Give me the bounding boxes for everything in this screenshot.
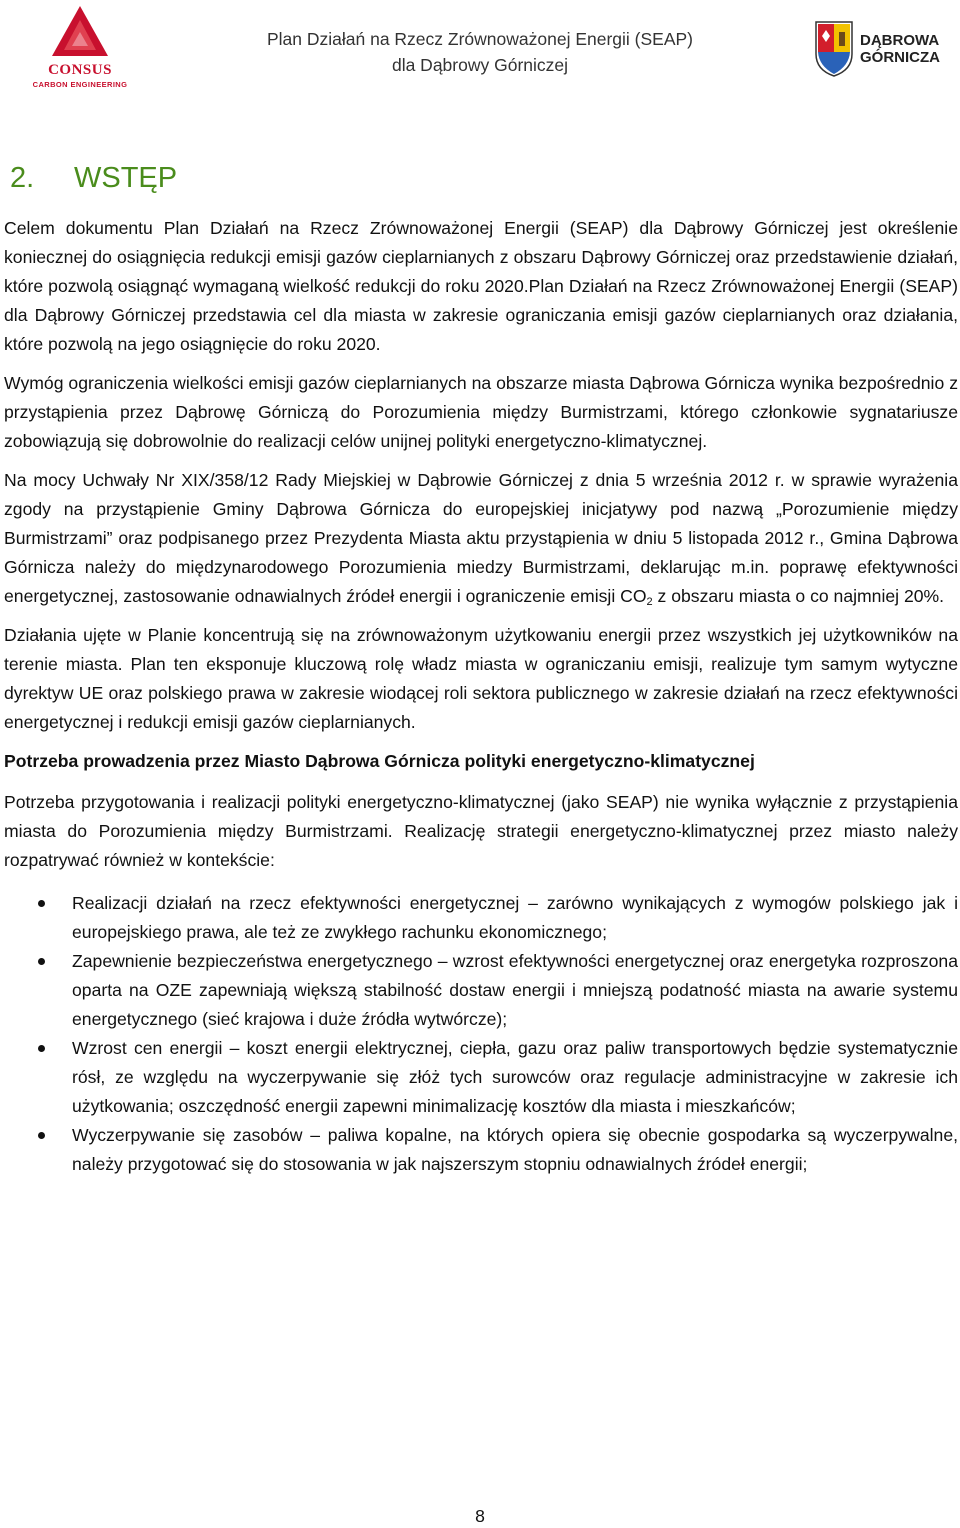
paragraph-purpose: Celem dokumentu Plan Działań na Rzecz Zrównoważonej Energii (SEAP) dla Dąbrowy Górniczej jest określenie koniecznej do osiągnięcia redukcji emisji gazów cieplarnianych z obszaru Dąbrowy Górniczej oraz przedstawienie działań, które pozwolą osiągnąć wymaganą wielkość redukcji do roku 2020.Plan Działań na Rzecz Zrównoważonej Energii (SEAP) dla Dąbrowy Górniczej przedstawia cel dla miasta w zakresie ograniczania emisji gazów cieplarnianych oraz działania, które pozwolą na jego osiągnięcie do roku 2020. [4,218,958,354]
consus-logo [28,6,132,92]
co2-subscript: 2 [646,596,653,608]
list-item [4,889,958,947]
consus-logo-subtitle: CARBON ENGINEERING [32,80,128,89]
list-item [4,1034,958,1121]
main-content [4,160,958,1179]
section-number: 2. [10,162,35,194]
section-title: WSTĘP [74,162,178,194]
subheading-policy-need: Potrzeba prowadzenia przez Miasto Dąbrowa Górnicza polityki energetyczno-klimatycznej [4,751,755,771]
consus-triangle-icon [28,6,132,62]
list-item-text: Realizacji działań na rzecz efektywności energetycznej – zarówno wynikających z wymogów polskiego jak i europejskiego prawa, ale też ze zwykłego rachunku ekonomicznego; [72,893,958,942]
list-item [4,947,958,1034]
list-item-text: Wyczerpywanie się zasobów – paliwa kopalne, na których opiera się obecnie gospodarka są wyczerpywalne, należy przygotować się do stosowania w jak najszerszym stopniu odnawialnych źródeł energii; [72,1125,958,1174]
resolution-text-end: z obszaru miasta o co najmniej 20%. [652,586,945,606]
header-title-line1: Plan Działań na Rzecz Zrównoważonej Energii (SEAP) [266,29,694,49]
section-heading [4,160,958,196]
bullet-icon [38,1045,45,1052]
header-title [150,26,810,78]
header-title-line2: dla Dąbrowy Górniczej [391,55,569,75]
list-item-text: Zapewnienie bezpieczeństwa energetycznego – wzrost efektywności energetycznej oraz energetyka rozproszona oparta na OZE zapewniają większą stabilność dostaw energii i mniejszą podatność miasta na awarie systemu energetycznego (sieć krajowa i duże źródła wytwórcze); [72,951,958,1029]
resolution-text: Na mocy Uchwały Nr XIX/358/12 Rady Miejskiej w Dąbrowie Górniczej z dnia 5 września 2012 r. w sprawie wyrażenia zgody na przystąpienie Gminy Dąbrowa Górnicza do europejskiej inicjatywy pod nazwą „Porozumienie między Burmistrzami” oraz podpisanego przez Prezydenta Miasta aktu przystąpienia w dniu 5 listopada 2012 r., Gmina Dąbrowa Górnicza należy do międzynarodowego Porozumienia miedzy Burmistrzami, deklarując m.in. poprawę efektywności energetycznej, zastosowanie odnawialnych źródeł energii i ograniczenie emisji CO [4,470,958,606]
paragraph-context: Potrzeba przygotowania i realizacji polityki energetyczno-klimatycznej (jako SEAP) nie wynika wyłącznie z przystąpienia miasta do Porozumienia między Burmistrzami. Realizację strategii energetyczno-klimatycznej przez miasto należy rozpatrywać również w kontekście: [4,792,958,870]
context-list [4,889,958,1179]
dabrowa-gornicza-logo [812,18,952,80]
paragraph-actions: Działania ujęte w Planie koncentrują się na zrównoważonym użytkowaniu energii przez wszystkich jej użytkowników na terenie miasta. Plan ten eksponuje kluczową rolę władz miasta w ograniczaniu emisji, realizuje tym samym wytyczne dyrektyw UE oraz polskiego prawa w zakresie wiodącej roli sektora publicznego w zakresie działań na rzecz efektywności energetycznej i redukcji emisji gazów cieplarnianych. [4,625,958,732]
page-number: 8 [475,1506,485,1526]
consus-logo-name: CONSUS [48,62,112,78]
bullet-icon [38,958,45,965]
list-item-text: Wzrost cen energii – koszt energii elektrycznej, ciepła, gazu oraz paliw transportowych będzie systematycznie rósł, ze względu na wyczerpywanie się złóż tych surowców oraz regulacje administracyjne w zakresie ich użytkowania; oszczędność energii zapewni minimalizację kosztów dla miasta i mieszkańców; [72,1038,958,1116]
city-crest-icon [812,18,856,78]
list-item [4,1121,958,1179]
paragraph-requirement: Wymóg ograniczenia wielkości emisji gazów cieplarnianych na obszarze miasta Dąbrowa Górnicza wynika bezpośrednio z przystąpienia przez Dąbrowę Górniczą do Porozumienia między Burmistrzami, którego członkowie sygnatariusze zobowiązują się dobrowolnie do realizacji celów unijnej polityki energetyczno-klimatycznej. [4,373,958,451]
paragraph-resolution [4,466,958,611]
bullet-icon [38,1132,45,1139]
city-logo-text [860,32,940,66]
city-logo-line1: DĄBROWA [860,32,940,49]
bullet-icon [38,900,45,907]
city-logo-line2: GÓRNICZA [860,49,940,66]
